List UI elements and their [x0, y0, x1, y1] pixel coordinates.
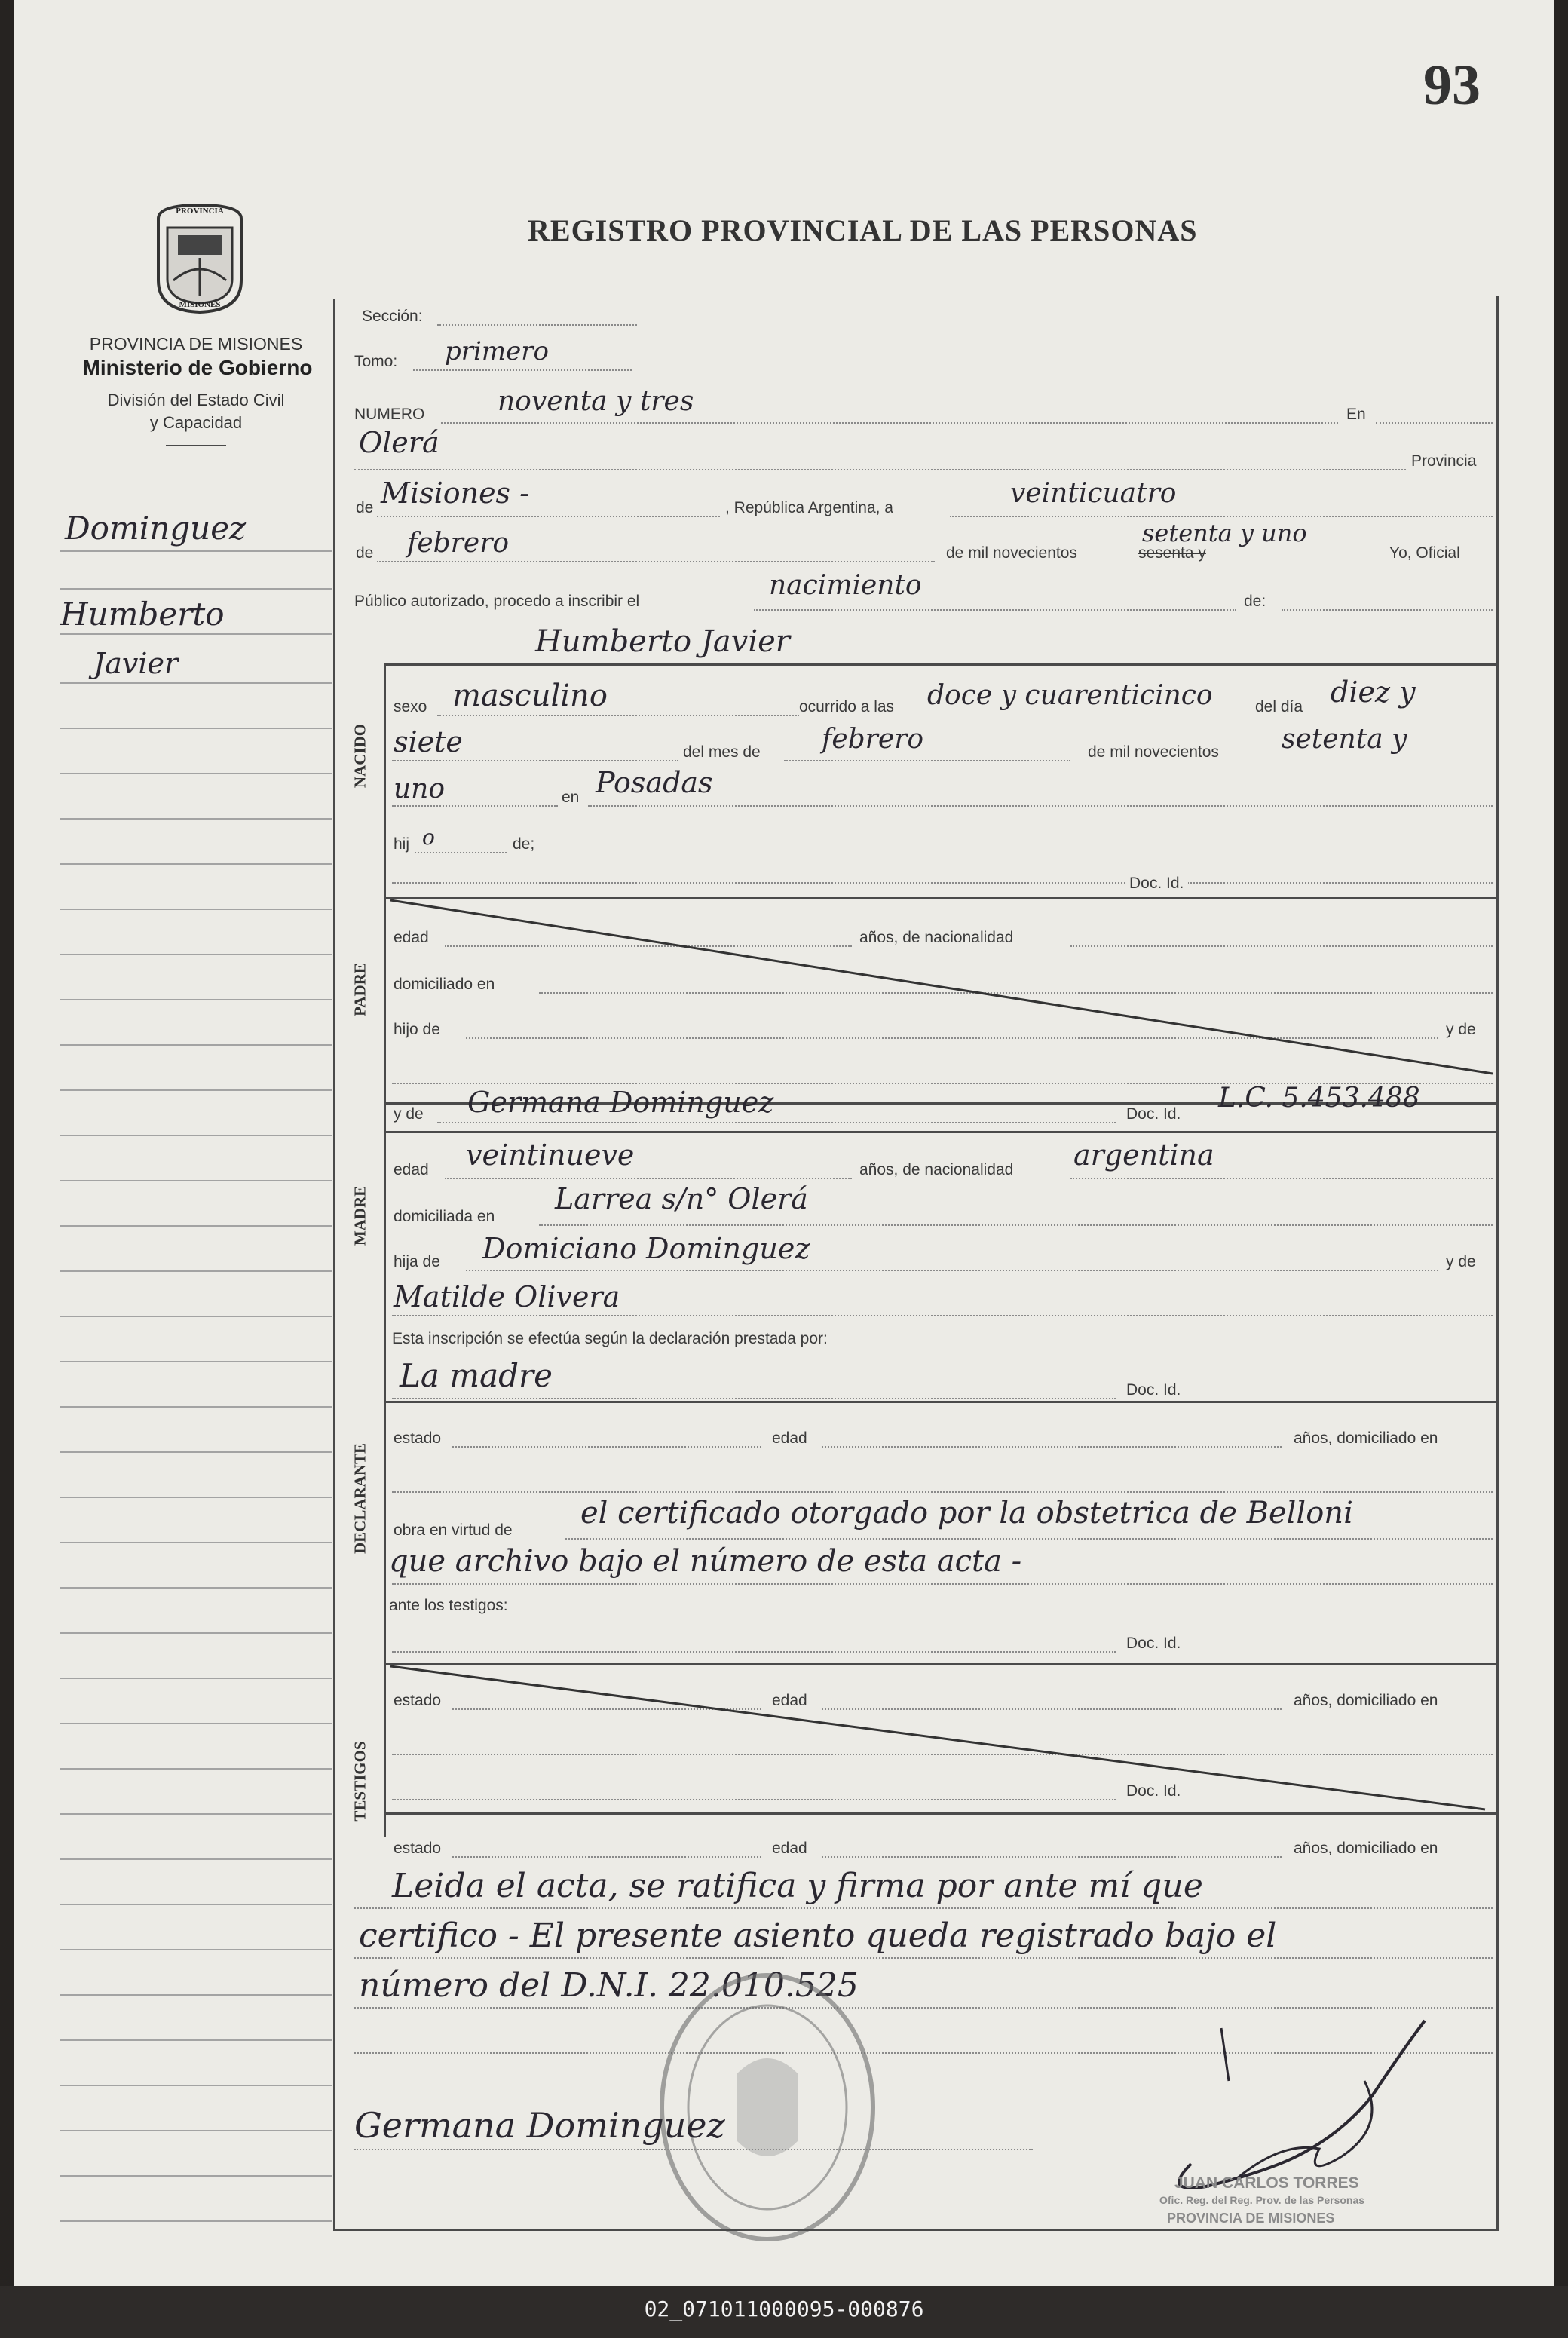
margin-rule [60, 1542, 332, 1543]
firma-declarante: Germana Dominguez [354, 2105, 725, 2146]
hij-line [415, 852, 507, 853]
dia-nac-line [392, 760, 678, 761]
margin-rule [60, 1180, 332, 1181]
de-colon-label: de: [1244, 593, 1266, 610]
madre-domicilio-label: domiciliada en [394, 1208, 495, 1225]
obra-line-2 [392, 1583, 1493, 1585]
testigo1-estado-label: estado [394, 1692, 442, 1709]
tomo-line [413, 369, 632, 371]
stamp-line1: JUAN CARLOS TORRES [1174, 2174, 1359, 2192]
header-title: REGISTRO PROVINCIAL DE LAS PERSONAS [528, 213, 1198, 247]
madre-nombre-line [437, 1122, 1116, 1123]
ante-testigos-label: ante los testigos: [389, 1597, 508, 1614]
testigos-cross-out [384, 1663, 1496, 1814]
margin-rule [60, 954, 332, 955]
agency-line2: Ministerio de Gobierno [82, 356, 313, 379]
mes-nac-value: febrero [822, 724, 924, 755]
margin-rule [60, 863, 332, 865]
section-column-border [384, 663, 386, 1837]
madre-edad-line [445, 1178, 852, 1179]
madre-nac-label: años, de nacionalidad [859, 1161, 1014, 1178]
madre-madre-line [392, 1315, 1493, 1316]
margin-rule [60, 1135, 332, 1136]
anio-nac-line [392, 805, 558, 807]
declarante-blank-line [392, 1491, 1493, 1493]
right-border [1496, 296, 1499, 2230]
madre-hija-de-label: hija de [394, 1253, 440, 1270]
madre-doc-label: Doc. Id. [1126, 1105, 1181, 1123]
margin-rule [60, 1089, 332, 1091]
anio-nac-value: setenta y [1282, 724, 1407, 755]
cierre-line2: certifico - El presente asiento queda registrado bajo el [359, 1917, 1277, 1955]
en-line [1376, 422, 1493, 424]
testigo1-doc-label: Doc. Id. [1126, 1635, 1181, 1652]
margin-rule [60, 2175, 332, 2177]
margin-rule [60, 682, 332, 684]
margin-rule [60, 1225, 332, 1227]
margin-surname: Dominguez [65, 510, 247, 547]
agency-line1: PROVINCIA DE MISIONES [89, 334, 303, 354]
margin-rule [60, 1632, 332, 1634]
del-dia-label: del día [1255, 698, 1303, 715]
margin-rule [60, 1949, 332, 1950]
dia-inscripcion-line [950, 516, 1493, 517]
nacido-nombre: Humberto Javier [535, 624, 790, 659]
de-semicolon-label: de; [513, 835, 535, 853]
provincia-value: Misiones - [381, 476, 529, 510]
dia-nac-value: diez y [1331, 676, 1416, 709]
stamp-line2: Ofic. Reg. del Reg. Prov. de las Personas [1159, 2194, 1365, 2206]
declarante-line [392, 1398, 1116, 1399]
sexo-line [437, 715, 799, 716]
hijo-o-value: o [422, 825, 435, 850]
bottom-border [333, 2229, 1499, 2231]
yo-oficial-label: Yo, Oficial [1389, 544, 1460, 562]
margin-rule [60, 1587, 332, 1589]
firma-declarante-line [354, 2149, 1033, 2150]
testigo1-edad-label: edad [772, 1692, 807, 1709]
madre-hija-de-line [466, 1270, 1438, 1271]
section-nacido: NACIDO [351, 723, 369, 789]
margin-rule [60, 818, 332, 820]
dia-inscripcion-value: veinticuatro [1010, 478, 1177, 509]
obra-line [565, 1538, 1493, 1540]
madre-madre-value: Matilde Olivera [394, 1280, 620, 1313]
madre-y-de-label-2: y de [1446, 1253, 1476, 1270]
testigo2-estado-line [452, 1856, 761, 1858]
declarante-top-line [384, 1401, 1496, 1403]
numero-label: NUMERO [354, 406, 425, 423]
en-label: En [1346, 406, 1366, 423]
madre-y-de-label: y de [394, 1105, 424, 1123]
margin-rule [60, 1678, 332, 1679]
margin-rule [60, 633, 332, 635]
margin-rule [60, 2039, 332, 2041]
ocurrido-label: ocurrido a las [799, 698, 895, 715]
lugar-nac-value: Posadas [596, 766, 713, 799]
declarante-anos-label: años, domiciliado en [1294, 1429, 1438, 1447]
anio-tachado: sesenta y [1138, 544, 1206, 562]
agency-line3: División del Estado Civil [107, 391, 285, 409]
margin-rule [60, 1316, 332, 1317]
madre-padre-value: Domiciano Dominguez [482, 1232, 810, 1265]
section-declarante: DECLARANTE [351, 1442, 369, 1555]
localidad-line [354, 469, 1406, 470]
cierre-line1: Leida el acta, se ratifica y firma por ante mí que [392, 1867, 1203, 1905]
doc-id-label-1: Doc. Id. [1125, 875, 1188, 893]
madre-nombre-value: Germana Dominguez [467, 1086, 774, 1119]
footer-id: 02_071011000095-000876 [644, 2297, 924, 2321]
provincia-label: Provincia [1411, 452, 1477, 470]
margin-rule [60, 2130, 332, 2131]
declarante-edad-line [822, 1446, 1282, 1448]
margin-rule [60, 588, 332, 590]
section-madre: MADRE [351, 1185, 369, 1246]
madre-nac-line [1070, 1178, 1493, 1179]
page-number: 93 [1423, 54, 1481, 117]
margin-name2: Javier [93, 647, 179, 680]
padre-domicilio-label: domiciliado en [394, 976, 495, 993]
madre-edad-value: veintinueve [466, 1138, 635, 1172]
obra-value-2: que archivo bajo el número de esta acta - [389, 1544, 1022, 1579]
margin-rule [60, 2085, 332, 2086]
margin-rule [60, 1813, 332, 1815]
numero-value: noventa y tres [498, 386, 694, 417]
madre-domicilio-value: Larrea s/n° Olerá [555, 1182, 808, 1215]
madre-section-line [384, 1131, 1496, 1133]
agency-underline [166, 445, 226, 446]
acto-value: nacimiento [769, 570, 922, 601]
margin-rule [60, 999, 332, 1000]
madre-nacionalidad-value: argentina [1073, 1138, 1214, 1172]
de-label-2: de [356, 544, 374, 562]
tomo-label: Tomo: [354, 353, 398, 370]
declaracion-label: Esta inscripción se efectúa según la declaración prestada por: [392, 1330, 828, 1347]
margin-rule [60, 1994, 332, 1996]
padre-nac-label: años, de nacionalidad [859, 929, 1014, 946]
margin-rule [60, 1768, 332, 1770]
cierre-line1-rule [354, 1907, 1493, 1909]
margin-rule [60, 909, 332, 910]
testigo2-edad-label: edad [772, 1840, 807, 1857]
anio-inscripcion-value: setenta y uno [1142, 519, 1307, 547]
de-mil-nov-label-2: de mil novecientos [1088, 743, 1219, 761]
publico-label: Público autorizado, procedo a inscribir el [354, 593, 640, 610]
margin-rule [60, 773, 332, 774]
testigo2-edad-line [822, 1856, 1282, 1858]
hij-label: hij [394, 835, 410, 853]
sexo-value: masculino [452, 679, 608, 713]
declarante-estado-line [452, 1446, 761, 1448]
margin-name1: Humberto [60, 596, 225, 633]
declarante-estado-label: estado [394, 1429, 442, 1447]
seccion-line [437, 324, 637, 326]
margin-rule [60, 1406, 332, 1408]
testigo2-doc-label: Doc. Id. [1126, 1782, 1181, 1800]
padre-cross-out [384, 897, 1496, 1086]
left-border [333, 299, 335, 2230]
margin-rule [60, 1904, 332, 1905]
margin-rule [60, 1858, 332, 1860]
sexo-label: sexo [394, 698, 427, 715]
declarante-doc-label: Doc. Id. [1126, 1381, 1181, 1399]
acto-line [754, 609, 1236, 611]
margin-rule [60, 550, 332, 552]
obra-label: obra en virtud de [394, 1521, 513, 1539]
padre-hijo-de-label: hijo de [394, 1021, 440, 1038]
lugar-nac-line [588, 805, 1493, 807]
localidad-value: Olerá [359, 426, 439, 459]
madre-domicilio-line [539, 1224, 1493, 1226]
anio-nac-value-2: uno [394, 774, 446, 804]
cierre-line3: número del D.N.I. 22.010.525 [359, 1966, 859, 2005]
padre-edad-label: edad [394, 929, 429, 946]
madre-doc-value: L.C. 5.453.488 [1218, 1083, 1420, 1114]
agency-line4: y Capacidad [149, 413, 243, 432]
de-line [1282, 609, 1493, 611]
testigo1-anos-label: años, domiciliado en [1294, 1692, 1438, 1709]
de-mil-novecientos-label: de mil novecientos [946, 544, 1077, 562]
margin-rule [60, 1497, 332, 1498]
margin-rule [60, 1451, 332, 1453]
padre-y-de-label: y de [1446, 1021, 1476, 1038]
margin-rule [60, 1044, 332, 1046]
testigo2-estado-label: estado [394, 1840, 442, 1857]
declarante-edad-label: edad [772, 1429, 807, 1447]
margin-rule [60, 1270, 332, 1272]
section-padre: PADRE [351, 963, 369, 1016]
margin-rule [60, 1361, 332, 1362]
testigo1-line [392, 1651, 1116, 1653]
testigo2-anos-label: años, domiciliado en [1294, 1840, 1438, 1857]
en-label-2: en [562, 789, 580, 806]
dia-nac-value-2: siete [394, 725, 463, 758]
republica-label: , República Argentina, a [725, 499, 893, 516]
de-label-1: de [356, 499, 374, 516]
obra-value-1: el certificado otorgado por la obstetrica de Belloni [580, 1496, 1353, 1531]
nacido-top-line [384, 663, 1496, 666]
tomo-value: primero [445, 336, 549, 366]
mes-nac-line [784, 760, 1070, 761]
seccion-label: Sección: [362, 308, 423, 325]
crest-bottom-text: MISIONES [179, 300, 221, 309]
madre-edad-label: edad [394, 1161, 429, 1178]
crest-top-text: PROVINCIA [176, 207, 224, 216]
cierre-line2-rule [354, 1957, 1493, 1959]
numero-line [441, 422, 1338, 424]
del-mes-label: del mes de [683, 743, 761, 761]
mes-inscripcion-line [377, 561, 935, 562]
hora-value: doce y cuarenticinco [927, 680, 1213, 711]
nacido-blank-line [392, 882, 1493, 884]
declarante-value: La madre [400, 1357, 553, 1394]
stamp-line3: PROVINCIA DE MISIONES [1167, 2211, 1335, 2226]
margin-rule [60, 728, 332, 729]
section-testigos: TESTIGOS [351, 1741, 369, 1822]
provincia-line [377, 516, 720, 517]
margin-rule [60, 2220, 332, 2222]
mes-inscripcion-value: febrero [407, 528, 510, 559]
margin-rule [60, 1723, 332, 1724]
